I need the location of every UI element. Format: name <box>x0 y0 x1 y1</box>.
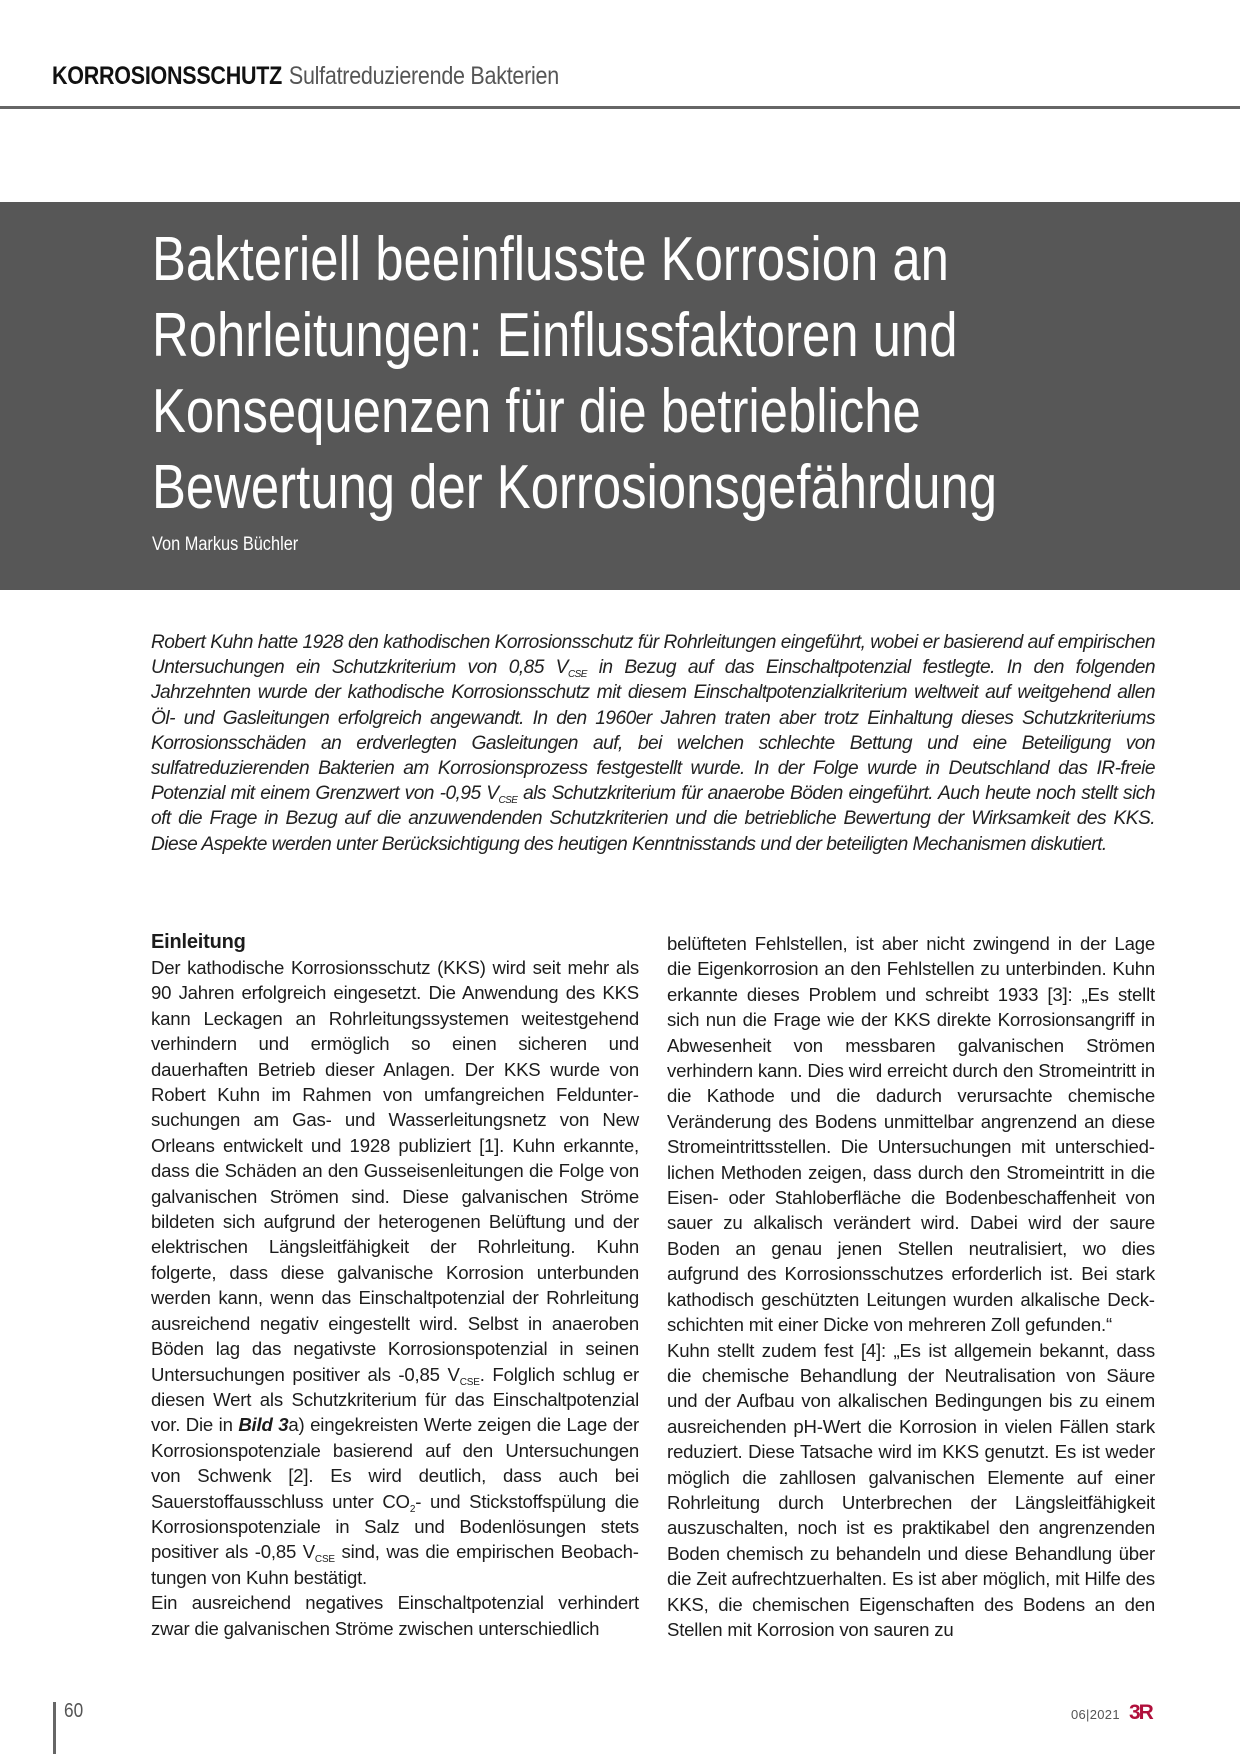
column-left <box>151 930 639 1641</box>
body-text: sind, was die empirischen Beobachtungen von Kuhn bestätigt. <box>151 1541 639 1588</box>
section-heading: Einleitung <box>151 931 246 953</box>
body-text: Der kathodische Korrosionsschutz (KKS) wird seit mehr als 90 Jahren erfolgreich eingesetzt. Die Anwendung des KKS kann Leckagen an Rohrleitungssystemen weitestgehend verhindern und ermöglich so einen sicheren und dauerhaften Betrieb dieser Anlagen. Der KKS wurde von Robert Kuhn im Rahmen von umfangreichen Felduntersuchungen am Gas- und Wasserleitungsnetz von New Orleans entwickelt und 1928 publiziert [1]. Kuhn erkannte, dass die Schäden an den Gusseisenleitungen die Folge von galvanischen Strömen sind. Diese galvanischen Ströme bildeten sich aufgrund der heterogenen Belüftung und der elektrischen Längsleitfähigkeit der Rohrleitung. Kuhn folgerte, dass diese galvanische Korrosion unterbunden werden kann, wenn das Einschaltpotenzial der Rohrleitung ausreichend negativ eingestellt wird. Selbst in anaeroben Böden lag das negativste Korrosionspotenzial in seinen Untersuchungen positiver als -0,85 V <box>151 957 639 1385</box>
body-text: . Folglich schlug er diesen Wert als Schutzkriterium für das Einschaltpotenzial vor. Die in <box>151 1363 640 1436</box>
title-line: Rohrleitungen: Einflussfaktoren und <box>152 301 958 370</box>
figure-reference[interactable]: Bild 3 <box>238 1414 289 1436</box>
body-text: - und Stickstoffspülung die Korrosionspotenziale in Salz und Bodenlösungen stets positiver als -0,85 V <box>151 1490 639 1563</box>
subscript: CSE <box>498 795 518 807</box>
body-paragraph <box>151 955 639 1590</box>
subscript: CSE <box>459 1376 480 1388</box>
title-line: Konsequenzen für die betriebliche <box>152 377 921 446</box>
subscript: 2 <box>409 1503 416 1515</box>
header-rule <box>0 106 1240 109</box>
page-number: 60 <box>64 1700 84 1722</box>
author-byline: Von Markus Büchler <box>152 534 299 555</box>
running-head <box>52 62 559 91</box>
body-paragraph: belüfteten Fehlstellen, ist aber nicht zwingend in der Lage die Eigenkorrosion an den Fehlstellen zu unterbinden. Kuhn erkannte dieses Problem und schreibt 1933 [3]: „Es stellt sich nun die Frage wie der KKS direkte Korrosionsangriff in Abwesenheit von messbaren galvanischen Strömen verhindern kann. Dies wird erreicht durch den Stromeintritt in die Kathode und die dadurch verursachte chemische Veränderung des Bodens unmittelbar angrenzend an diese Stromeintrittsstellen. Die Untersuchungen mit unterschiedlichen Methoden zeigen, dass durch den Stromeintritt in die Eisen- oder Stahloberfläche die Bodenbeschaffenheit von sauer zu alkalisch verändert wird. Dabei wird der saure Boden an genau jenen Stellen neutralisiert, wo dies aufgrund des Korrosionsschutzes erforderlich ist. Bei stark kathodisch geschützten Leitungen wurden alkalische Deckschichten mit einer Dicke von mehreren Zoll gefunden.“ <box>667 933 1155 1336</box>
abstract-text: als Schutzkriterium für anaerobe Böden eingeführt. Auch heute noch stellt sich oft die Frage in Bezug auf die anzuwendenden Schutzkriterien und die betriebliche Bewertung der Wirksamkeit des KKS. Diese Aspekte werden unter Berücksichtigung des heutigen Kenntnisstands und der beteiligten Mechanismen diskutiert. <box>151 783 1155 855</box>
title-line: Bakteriell beeinflusste Korrosion an <box>152 225 949 294</box>
article-title <box>152 222 1169 526</box>
footer-margin-bar <box>53 1702 56 1754</box>
subscript: CSE <box>314 1554 335 1566</box>
issue-label: 06|2021 <box>1071 1707 1120 1722</box>
body-paragraph: Kuhn stellt zudem fest [4]: „Es ist allgemein bekannt, dass die chemische Behandlung der Neutralisation von Säure und der Aufbau von alkalischen Bedingungen bis zu einem ausreichenden pH-Wert die Korrosion in vielen Fällen stark reduziert. Diese Tatsache wird im KKS genutzt. Es ist weder möglich die zahllosen galvanischen Elemente auf einer Rohrleitung durch Unterbrechen der Längsleitfähigkeit auszuschalten, noch ist es praktikabel den angrenzenden Boden chemisch zu behandeln und diese Behandlung über die Zeit aufrechtzuerhalten. Es ist aber möglich, mit Hilfe des KKS, die chemischen Eigenschaften des Bodens an den Stellen mit Korrosion von sauren zu <box>667 1339 1155 1640</box>
subscript: CSE <box>567 669 587 681</box>
column-right <box>667 931 1155 1642</box>
body-paragraph: Ein ausreichend negatives Einschaltpotenzial verhindert zwar die galvanischen Ströme zwischen unterschiedlich <box>151 1592 639 1639</box>
abstract <box>151 630 1155 857</box>
topic-label: Sulfatreduzierende Bakterien <box>288 62 559 90</box>
body-text: a) eingekreisten Werte zeigen die Lage der Korrosionspotenziale basierend auf den Untersuchungen von Schwenk [2]. Es wird deutlich, dass auch bei Sauerstoffausschluss unter CO <box>151 1414 639 1512</box>
title-line: Bewertung der Korrosionsgefährdung <box>152 453 998 522</box>
section-label: KORROSIONSSCHUTZ <box>52 62 282 90</box>
abstract-text: Robert Kuhn hatte 1928 den kathodischen Korrosionsschutz für Rohrleitungen eingeführt, wobei er basierend auf empirischen Untersuchungen ein Schutzkriterium von 0,85 V <box>151 632 1155 679</box>
publisher-logo: 3R <box>1129 1701 1152 1724</box>
abstract-text: in Bezug auf das Einschaltpotenzial festlegte. In den folgenden Jahrzehnten wurde der kathodische Korrosionsschutz mit diesem Einschaltpotenzialkriterium weltweit auf weitgehend allen Öl- und Gasleitungen erfolgreich angewandt. In den 1960er Jahren traten aber trotz Einhaltung dieses Schutzkriteriums Korrosionsschäden an erdverlegten Gasleitungen auf, bei welchen schlechte Bettung und eine Beteiligung von sulfatreduzierenden Bakterien am Korrosionsprozess festgestellt wurde. In der Folge wurde in Deutschland das IR-freie Potenzial mit einem Grenzwert von -0,95 V <box>151 657 1156 805</box>
